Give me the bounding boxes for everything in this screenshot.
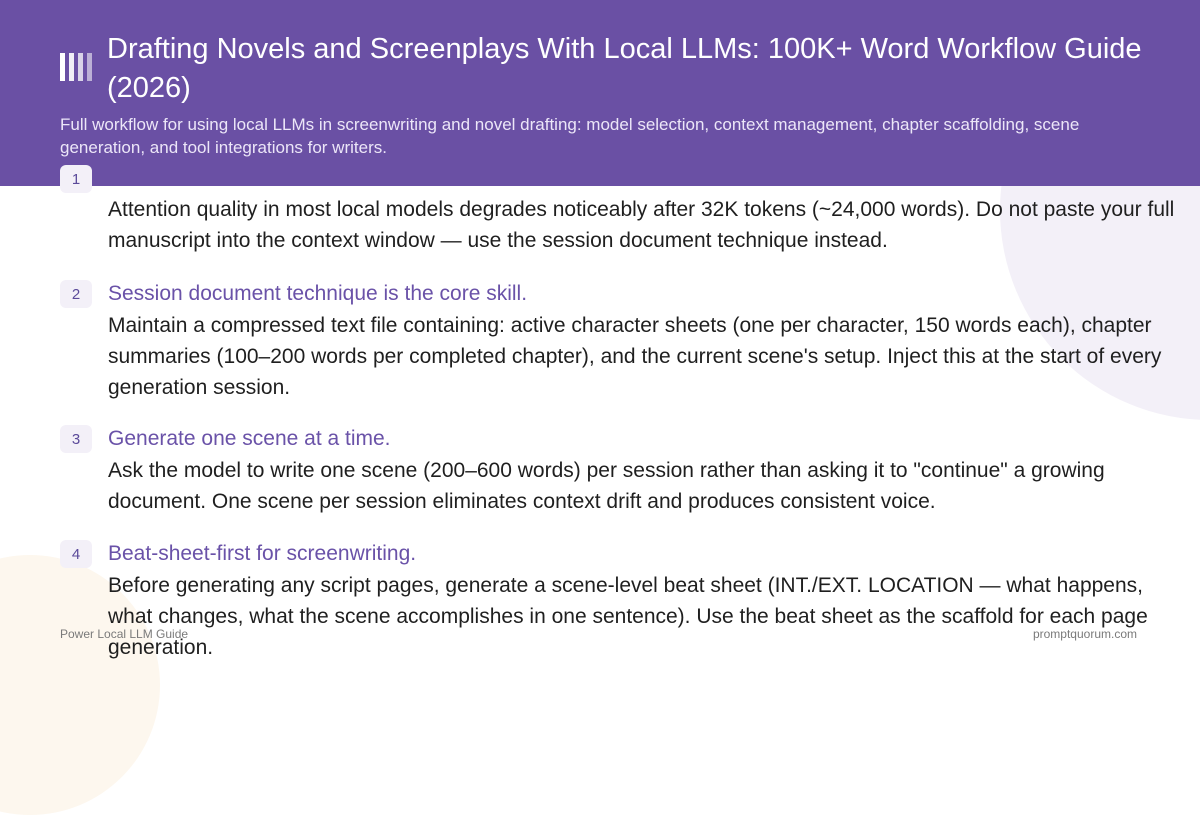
page-title: Drafting Novels and Screenplays With Local LLMs: 100K+ Word Workflow Guide (2026) (107, 33, 1142, 104)
header-banner (0, 0, 1200, 186)
bars-logo-icon (60, 53, 94, 81)
item-title: Session document technique is the core skill. (108, 282, 528, 305)
item-title: Generate one scene at a time. (108, 427, 391, 450)
item-number-badge: 2 (60, 280, 92, 308)
item-number-badge: 1 (60, 165, 92, 193)
item-title: Beat-sheet-first for screenwriting. (108, 542, 417, 565)
item-body: Maintain a compressed text file containing: active character sheets (one per character, 150 words each), chapter summaries (100–200 words per completed chapter), and the current scene's setup. Inject this at the start of every generation session. (108, 314, 1162, 399)
item-number-badge: 4 (60, 540, 92, 568)
footer-site-link[interactable]: promptquorum.com (1032, 627, 1137, 641)
footer-guide-name: Power Local LLM Guide (60, 627, 189, 641)
item-number-badge: 3 (60, 425, 92, 453)
item-body: Ask the model to write one scene (200–600 words) per session rather than asking it to "continue" a growing document. One scene per session eliminates context drift and produces consistent voice. (108, 459, 1105, 513)
item-body: Attention quality in most local models degrades noticeably after 32K tokens (~24,000 words). Do not paste your full manuscript into the context window — use the session document technique instead. (108, 198, 1175, 252)
item-body: Before generating any script pages, generate a scene-level beat sheet (INT./EXT. LOCATION — what happens, what changes, what the scene accomplishes in one sentence). Use the beat sheet as the scaffold for each page generation. (108, 574, 1148, 659)
page-subtitle: Full workflow for using local LLMs in screenwriting and novel drafting: model selection, context management, chapter scaffolding, scene generation, and tool integrations for writers. (60, 115, 1080, 157)
